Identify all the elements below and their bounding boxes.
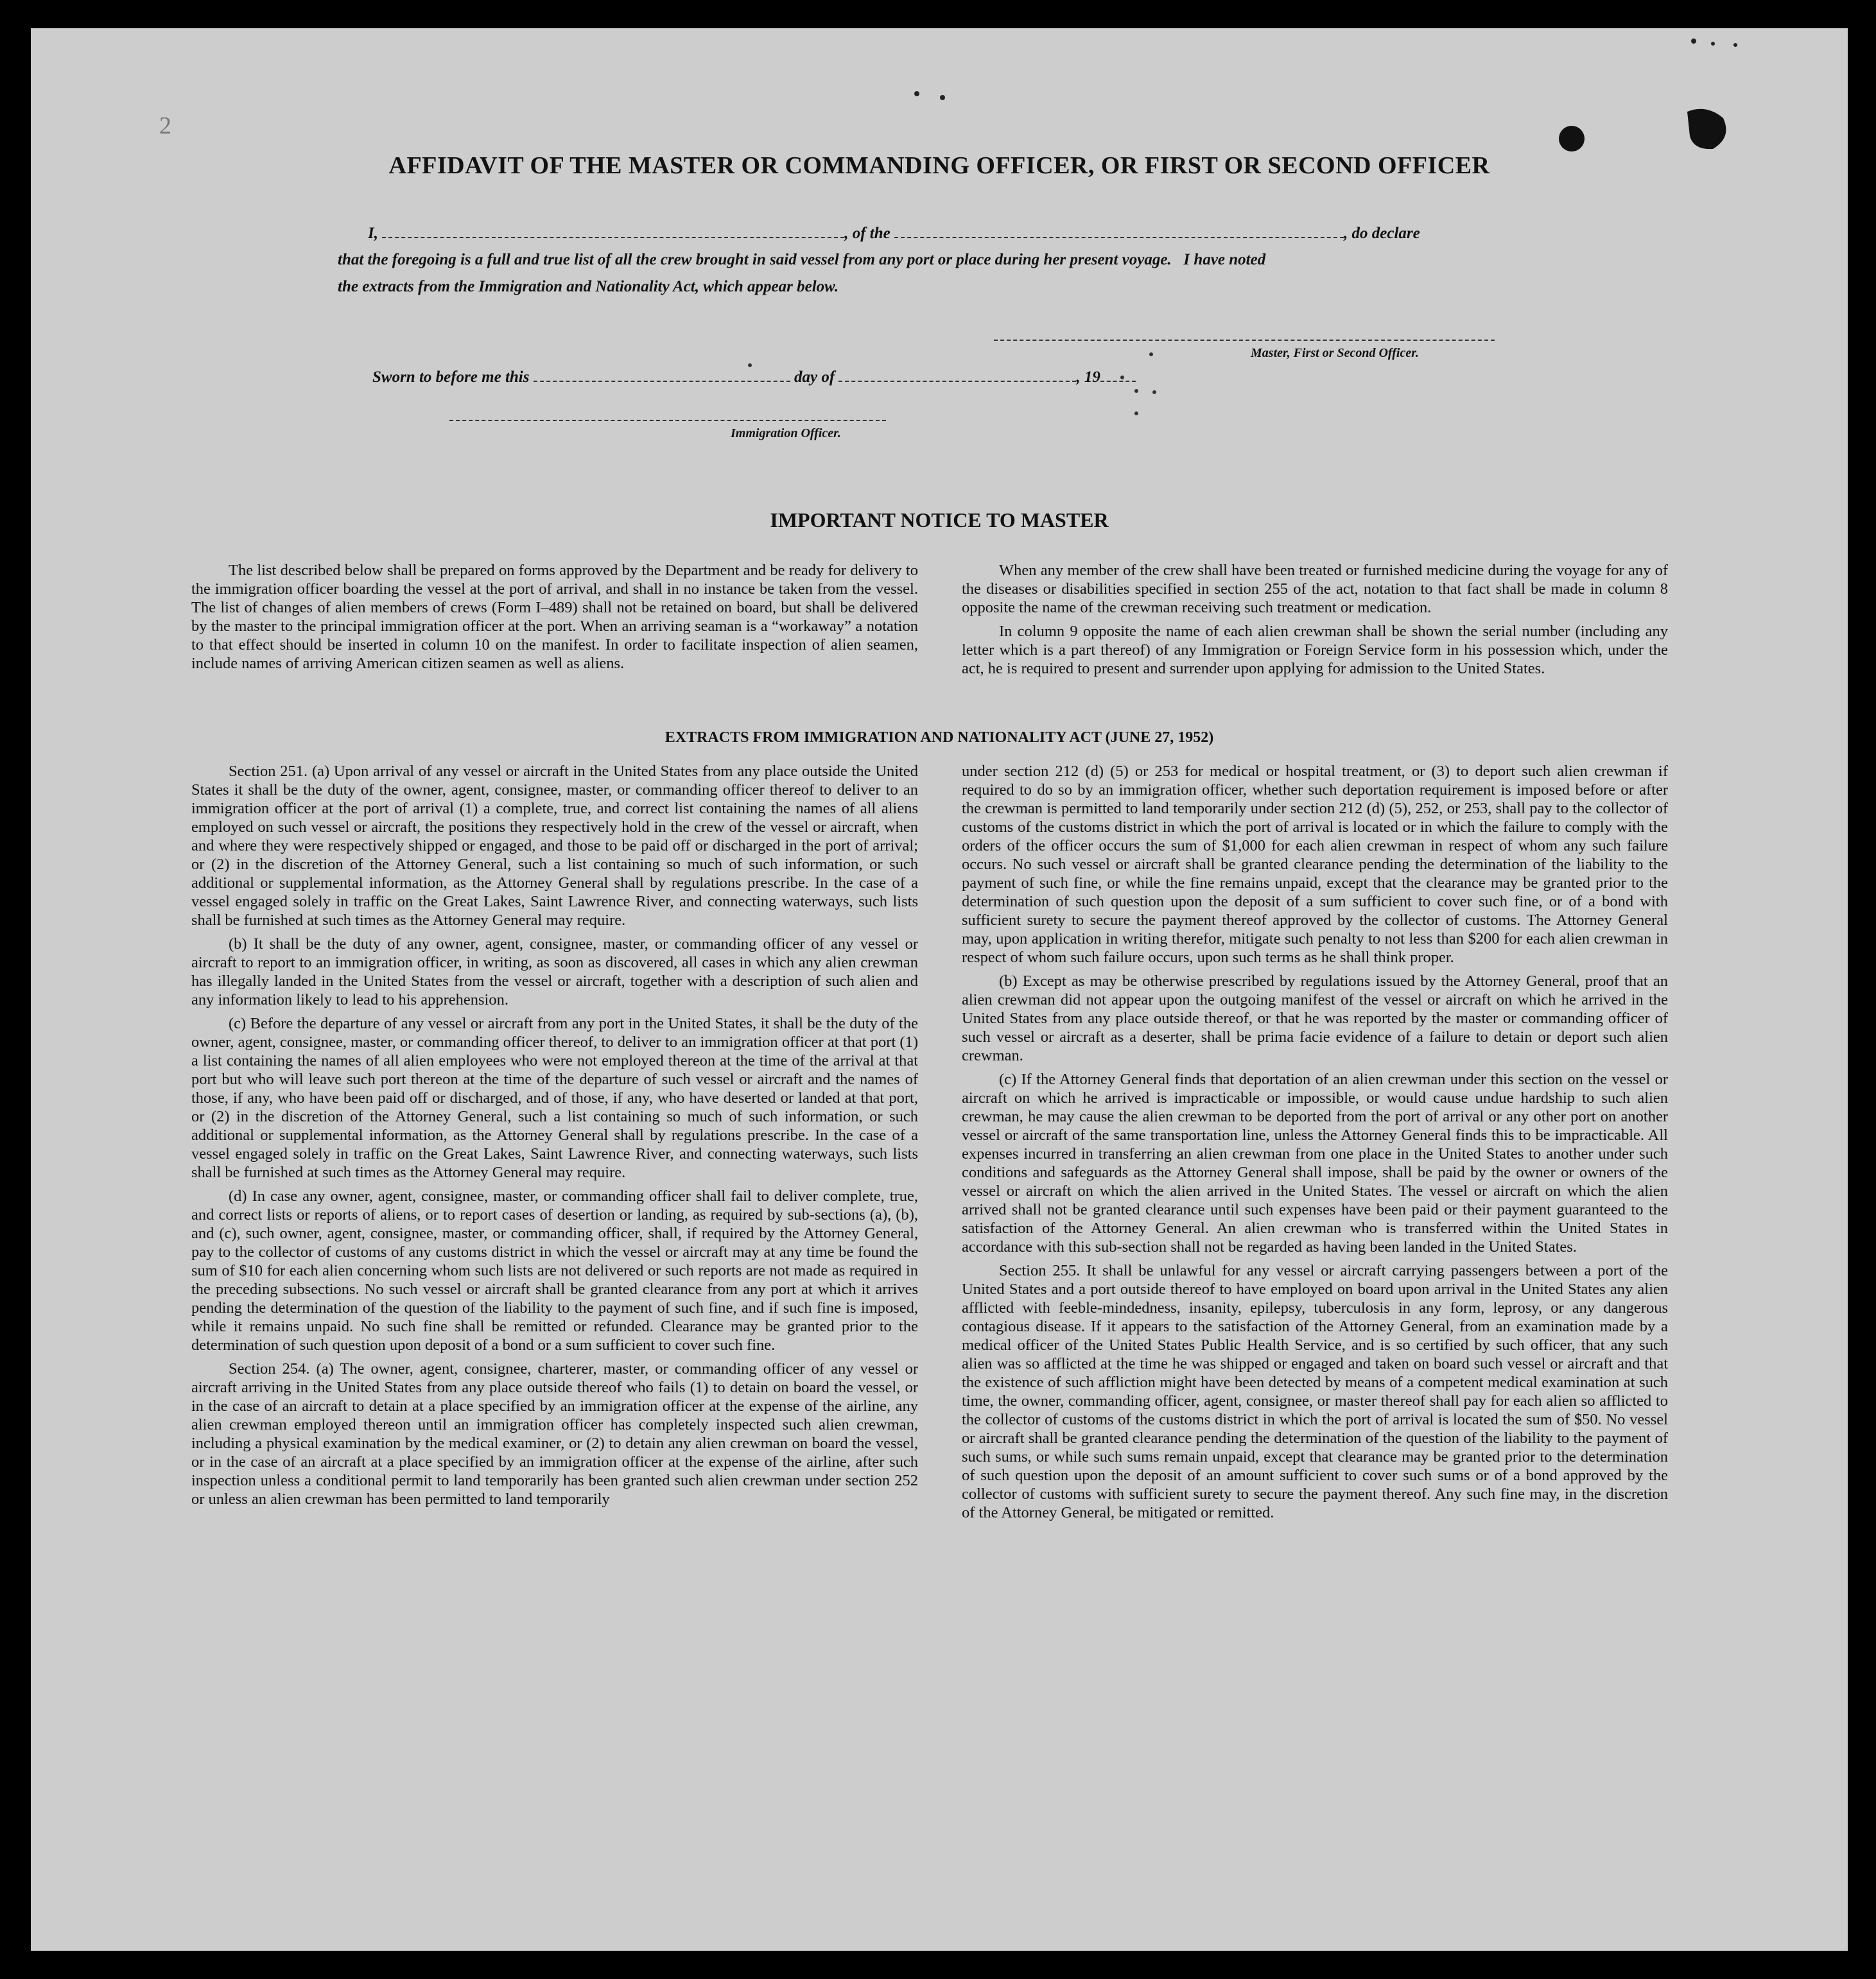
extracts-left-column [191,762,918,1514]
affidavit-title: AFFIDAVIT OF THE MASTER OR COMMANDING OFFICER, OR FIRST OR SECOND OFFICER [388,152,1490,179]
section-251d: (d) In case any owner, agent, consignee, master, or commanding officer shall fail to deliver complete, true, and correct lists or reports of aliens, or to report cases of desertion or landing, as required by sub-sections (a), (b), and (c), such owner, agent, consignee, master, or commanding officer, shall, if required by the Attorney General, pay to the collector of customs of any customs district in which the vessel or aircraft may at any time be found the sum of $10 for each alien concerning whom such lists are not delivered or such reports are not made as required in the preceding subsections. No such vessel or aircraft shall be granted clearance from any port at which it arrives pending the determination of the question of the liability to the payment of such fine, and if such fine is imposed, while it remains unpaid. No such fine shall be remitted or refunded. Clearance may be granted prior to the determination of such question upon deposit of a bond or a sum sufficient to cover such fine. [191,1188,918,1354]
notice-left-column [191,561,918,678]
section-251b: (b) It shall be the duty of any owner, agent, consignee, master, or commanding officer of any vessel or aircraft to report to an immigration officer, in writing, as soon as discovered, all cases in which any alien crewman has illegally landed in the United States from the vessel or aircraft, together with a description of such alien and any information likely to lead to his apprehension. [191,935,918,1008]
day-of-label: day of [794,368,835,386]
name-blank[interactable] [382,225,844,238]
notice-right-paragraph-1: When any member of the crew shall have been treated or furnished medicine during the voyage for any of the diseases or disabilities specified in section 255 of the act, notation to that fact shall be made in column 8 opposite the name of the crewman receiving such treatment or medication. [962,562,1668,616]
section-254a: Section 254. (a) The owner, agent, consignee, charterer, master, or commanding officer of any vessel or aircraft arriving in the United States from any place outside thereof who fails (1) to detain on board the vessel, or in the case of an aircraft to detain at a place specified by an immigration officer at the expense of the airline, any alien crewman employed thereon until an immigration officer has completely inspected such alien crewman, including a physical examination by the medical examiner, or (2) to detain any alien crewman on board the vessel, or in the case of an aircraft at a place specified by an immigration officer at the expense of the airline, after such inspection unless a conditional permit to land temporarily has been granted such alien crewman under section 252 or unless an alien crewman has been permitted to land temporarily [191,1360,918,1508]
i-label: I, [368,225,378,242]
notice-title: IMPORTANT NOTICE TO MASTER [770,508,1109,531]
section-255: Section 255. It shall be unlawful for any vessel or aircraft carrying passengers between a port of the United States and a port outside thereof to have employed on board upon arrival in the United States any alien afflicted with feeble-mindedness, insanity, epilepsy, tuberculosis in any form, leprosy, or any dangerous contagious disease. If it appears to the satisfaction of the Attorney General, from an examination made by a medical officer of the United States Public Health Service, and is so certified by such officer, that any such alien was so afflicted at the time he was shipped or engaged and taken on board such vessel or aircraft and that the existence of such affliction might have been detected by means of a competent medical examination at such time, the owner, commanding officer, agent, consignee, or master thereof shall pay for each alien so afflicted to the collector of customs of the customs district in which the port of arrival is located the sum of $50. No vessel or aircraft shall be granted clearance pending the determination of the question of the liability to the payment of such sums, or while such sums remain unpaid, except that clearance may be granted prior to the determination of such question upon the deposit of an amount sufficient to cover such sums or of a bond approved by the collector of customs with sufficient surety to secure the payment thereof. Any such fine may, in the discretion of the Attorney General, be mitigated or remitted. [962,1262,1668,1521]
sworn-year-blank[interactable] [1100,369,1136,382]
sworn-fill-line [372,368,1136,386]
officer-signature-line[interactable] [449,420,886,421]
extracts-right-column [962,762,1668,1527]
declaration-fill-line [368,225,1420,243]
sworn-day-blank[interactable] [534,369,790,382]
declaration-line1: that the foregoing is a full and true list of all the crew brought in said vessel from any port or place during her present voyage. I have noted [338,251,1266,268]
year-label: , 19 [1076,368,1100,386]
vessel-blank[interactable] [894,225,1344,238]
section-251a: Section 251. (a) Upon arrival of any vessel or aircraft in the United States from any place outside the United States it shall be the duty of the owner, agent, consignee, master, or commanding officer thereof to deliver to an immigration officer at the port of arrival (1) a complete, true, and correct list containing the names of all aliens employed on such vessel or aircraft, the positions they respectively hold in the crew of the vessel or aircraft, when and where they were respectively shipped or engaged, and those to be paid off or discharged in the port of arrival; or (2) in the discretion of the Attorney General, such a list containing so much of such information, or such additional or supplemental information, as the Attorney General shall by regulations prescribe. In the case of a vessel engaged solely in traffic on the Great Lakes, Saint Lawrence River, and connecting waterways, such lists shall be furnished at such times as the Attorney General may require. [191,763,918,929]
notice-left-paragraph: The list described below shall be prepared on forms approved by the Department and be ready for delivery to the immigration officer boarding the vessel at the port of arrival, and shall in no instance be taken from the vessel. The list of changes of alien members of crews (Form I–489) shall not be retained on board, but shall be delivered by the master to the principal immigration officer at the port. When an arriving seaman is a “workaway” a notation to that effect should be inserted in column 10 on the manifest. In order to facilitate inspection of alien seamen, include names of arriving American citizen seamen as well as aliens. [191,562,918,672]
section-254b: (b) Except as may be otherwise prescribed by regulations issued by the Attorney General, proof that an alien crewman did not appear upon the outgoing manifest of the vessel or aircraft on which he arrived in the United States from any place outside thereof, or that he was reported by the master or commanding officer of such vessel or aircraft as a deserter, shall be prima facie evidence of a failure to detain or deport such alien crewman. [962,972,1668,1064]
officer-caption: Immigration Officer. [731,426,841,440]
section-251c: (c) Before the departure of any vessel or aircraft from any port in the United States, it shall be the duty of the owner, agent, consignee, master, or commanding officer thereof, to deliver to an immigration officer at that port (1) a list containing the names of all alien employees who were not employed thereon at the time of the arrival at that port but who will leave such port thereon at the time of the departure of such vessel or aircraft and the names of those, if any, who have been paid off or discharged, and of those, if any, who have deserted or landed at that port, or (2) in the discretion of the Attorney General, such a list containing so much of such information, or such additional or supplemental information, as the Attorney General shall by regulations prescribe. In the case of a vessel engaged solely in traffic on the Great Lakes, Saint Lawrence River, and connecting waterways, such lists shall be furnished at such times as the Attorney General may require. [191,1015,918,1181]
section-254c: (c) If the Attorney General finds that deportation of an alien crewman under this section on the vessel or aircraft on which he arrived is impracticable or impossible, or would cause undue hardship to such alien crewman, he may cause the alien crewman to be deported from the port of arrival or any other port on another vessel or aircraft of the same transportation line, unless the Attorney General finds this to be impracticable. All expenses incurred in transferring an alien crewman from one place in the United States to another under such conditions and safeguards as the Attorney General shall impose, shall be paid by the owner or owners of the vessel or aircraft on which the alien arrived in the United States. The vessel or aircraft on which the alien arrived shall not be granted clearance until such expenses have been paid or their payment guaranteed to the satisfaction of the Attorney General. An alien crewman who is transferred within the United States in accordance with this sub-section shall not be regarded as having been landed in the United States. [962,1071,1668,1256]
extracts-title: EXTRACTS FROM IMMIGRATION AND NATIONALITY ACT (JUNE 27, 1952) [664,729,1214,746]
sworn-label: Sworn to before me this [372,368,530,386]
master-signature-line[interactable] [994,340,1495,341]
section-254a-continued: under section 212 (d) (5) or 253 for medical or hospital treatment, or (3) to deport such alien crewman if required to do so by an immigration officer, whether such deportation requirement is imposed before or after the crewman is permitted to land temporarily under section 212 (d) (5), 252, or 253, shall pay to the collector of customs of the customs district in which the port of arrival is located or in which the failure to comply with the orders of the officer occurs the sum of $1,000 for each alien crewman in respect of whom any such failure occurs. No such vessel or aircraft shall be granted clearance pending the determination of the liability to the payment of such fine, or while the fine remains unpaid, except that the clearance may be granted prior to the determination of such question upon the deposit of a sum sufficient to cover such fine, or of a bond with sufficient surety to secure the payment thereof approved by the collector of customs. The Attorney General may, upon application in writing therefor, mitigate such penalty to not less than $200 for each alien crewman in respect of whom such failure occurs, upon such terms as he shall think proper. [962,763,1668,966]
master-caption: Master, First or Second Officer. [1251,346,1419,360]
notice-right-column [962,561,1668,683]
notice-right-paragraph-2: In column 9 opposite the name of each alien crewman shall be shown the serial number (including any letter which is a part thereof) of any Immigration or Foreign Service form in his possession which, under the act, he is required to present and surrender upon applying for admission to the United States. [962,623,1668,677]
sworn-month-blank[interactable] [838,369,1076,382]
of-the-label: , of the [844,225,890,242]
page-number: 2 [159,112,171,139]
do-declare-label: , do declare [1344,225,1420,242]
declaration-line2: the extracts from the Immigration and Nationality Act, which appear below. [338,278,839,295]
document-page [31,28,1848,1951]
